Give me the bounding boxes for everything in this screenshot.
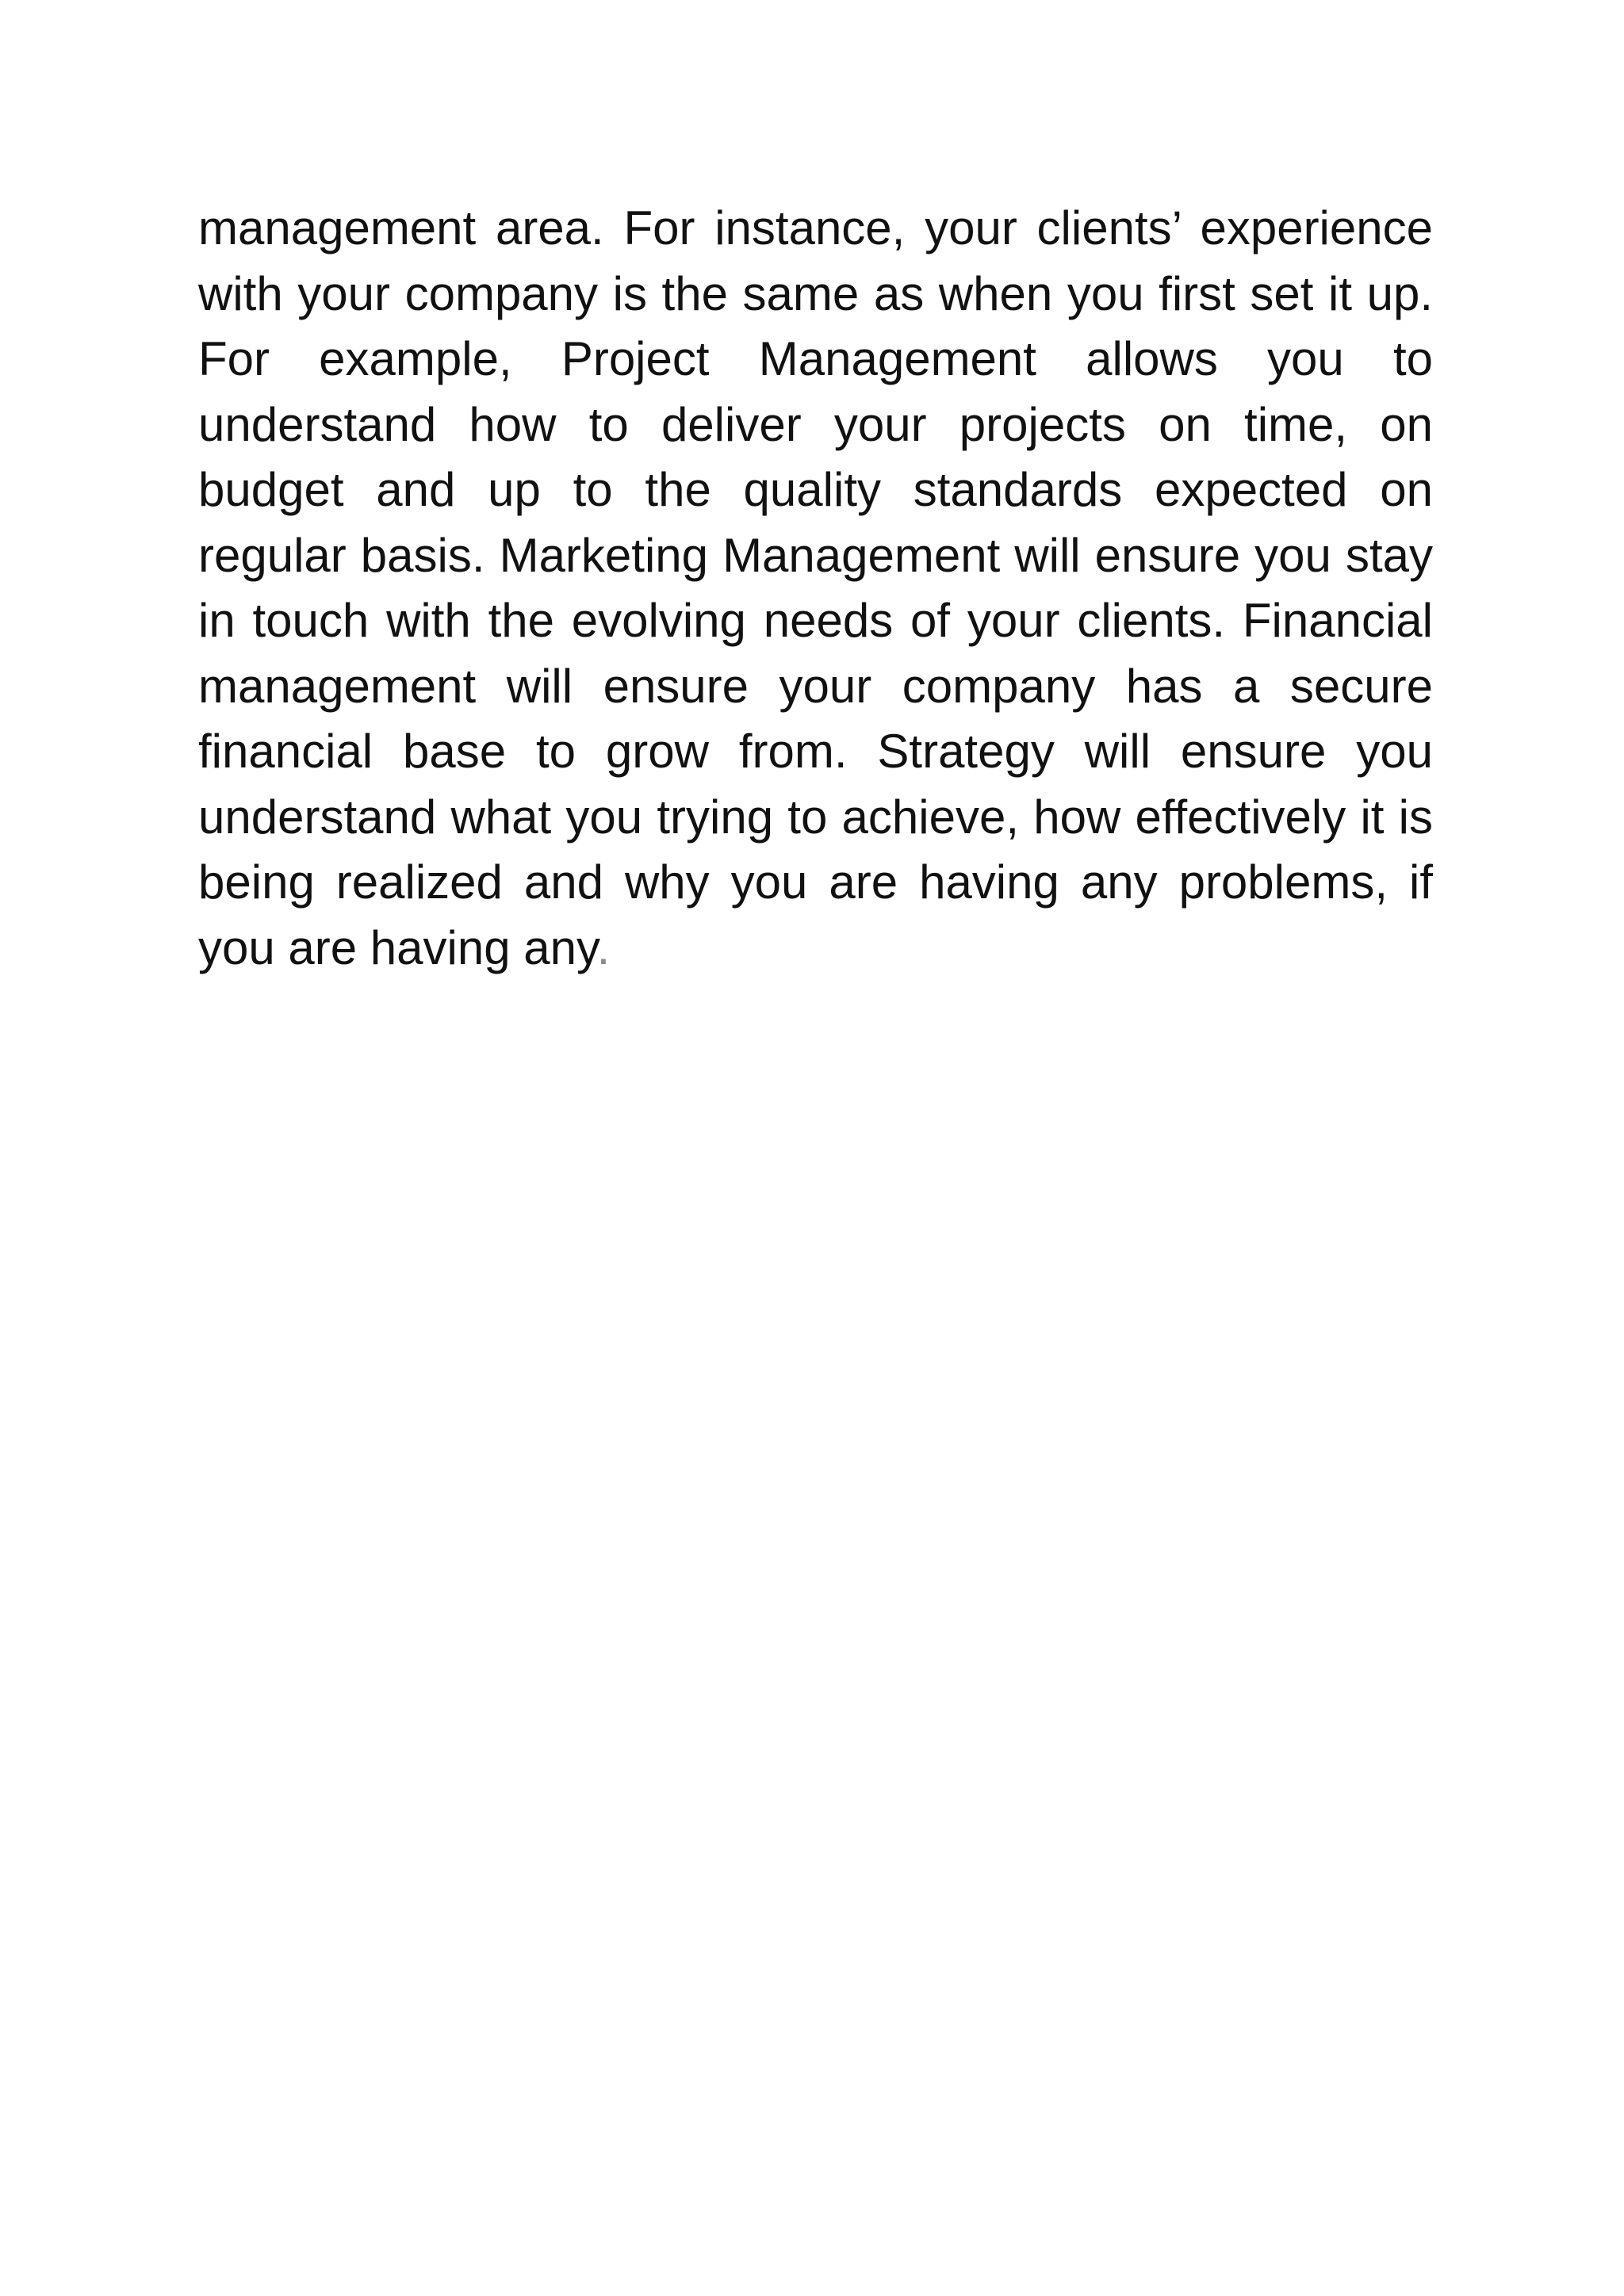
paragraph-text: management area. For instance, your clients’ experience with your company is the same as when you first set it up. For example, Project Management allows you to understand how to deliver your projects on time, on budget and up to the quality standards expected on regular basis. Marketing Management will ensure you stay in touch with the evolving needs of your clients. Financial management will ensure your company has a secure financial base to grow from. Strategy will ensure you understand what you trying to achieve, how effectively it is being realized and why you are having any problems, if you are having any: [198, 201, 1433, 974]
paragraph-final-period: .: [596, 920, 611, 974]
body-paragraph: [198, 196, 1433, 981]
